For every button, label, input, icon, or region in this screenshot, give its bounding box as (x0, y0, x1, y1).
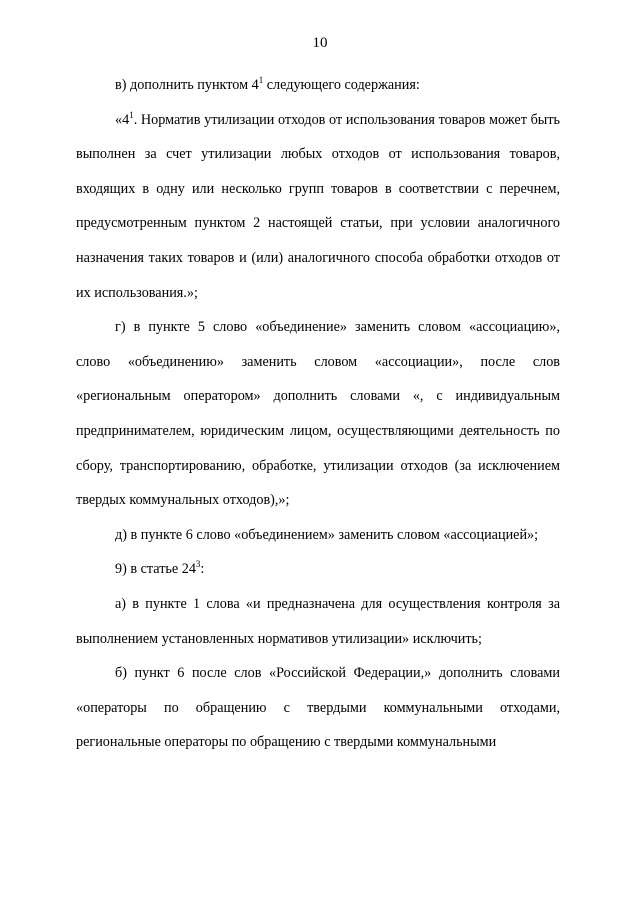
paragraph-clause-4-1: «$4^1$. Норматив утилизации отходов от использования товаров может быть выполнен за счет утилизации любых отходов от использования товаров, входящих в одну или несколько групп товаров в соответствии с перечнем, предусмотренным пунктом 2 настоящей статьи, при условии аналогичного назначения таких товаров и (или) аналогичного способа обработки отходов от их использования.»; (76, 109, 560, 301)
document-body (76, 68, 560, 760)
paragraph-amendment-a: а) в пункте 1 слова «и предназначена для осуществления контроля за выполнением установленных нормативов утилизации» исключить; (76, 595, 560, 647)
paragraph-item-9: 9) в статье $24^3$: (115, 559, 205, 578)
paragraph-amendment-b: б) пункт 6 после слов «Российской Федерации,» дополнить словами «операторы по обращению с твердыми коммунальными отходами, региональные операторы по обращению с твердыми коммунальными (76, 665, 560, 751)
paragraph-amendment-v: в) дополнить пунктом $4^1$ следующего содержания: (115, 75, 420, 93)
page-number: 10 (312, 35, 328, 51)
paragraph-amendment-d: д) в пункте 6 слово «объединением» заменить словом «ассоциацией»; (115, 526, 539, 543)
paragraph-amendment-g: г) в пункте 5 слово «объединение» заменить словом «ассоциацию», слово «объединению» заменить словом «ассоциации», после слов «региональным оператором» дополнить словами «, с индивидуальным предпринимателем, юридическим лицом, осуществляющими деятельность по сбору, транспортированию, обработке, утилизации отходов (за исключением твердых коммунальных отходов),»; (76, 319, 560, 509)
